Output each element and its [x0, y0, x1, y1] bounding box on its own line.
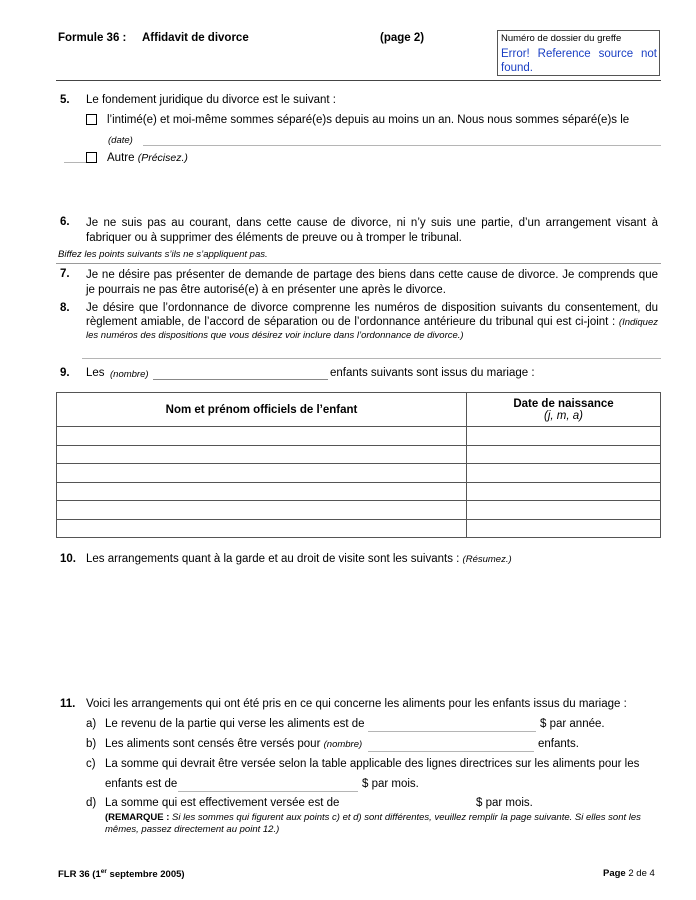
col-birth-date: Date de naissance (j, m, a) [467, 393, 661, 427]
child-birth-date-cell[interactable] [467, 464, 661, 483]
s11c-suffix: $ par mois. [362, 778, 419, 790]
s6-number: 6. [60, 216, 70, 228]
children-table-header [57, 393, 661, 427]
s11d-suffix: $ par mois. [476, 797, 533, 809]
s10-hint: (Résumez.) [462, 554, 512, 565]
s11a-text: Le revenu de la partie qui verse les aliments est de [105, 718, 365, 730]
table-row [57, 427, 661, 446]
court-file-value[interactable]: Error! Reference source not found. [501, 48, 657, 74]
s11a-field[interactable] [368, 731, 536, 732]
s11-text: Voici les arrangements qui ont été pris en ce qui concerne les aliments pour les enfants issus du mariage : [86, 698, 627, 710]
s11c-field[interactable] [178, 791, 358, 792]
footer-form-code: FLR 36 (1er septembre 2005) [58, 868, 185, 881]
child-name-cell[interactable] [57, 464, 467, 483]
s5-option1-text: l’intimé(e) et moi-même sommes séparé(e)s depuis au moins un an. Nous nous sommes séparé(e)s le [107, 114, 630, 126]
child-birth-date-cell[interactable] [467, 519, 661, 538]
s10-block [86, 553, 512, 565]
s10-number: 10. [60, 553, 76, 565]
child-name-cell[interactable] [57, 427, 467, 446]
s9-pre: Les [86, 367, 105, 379]
s8-text: Je désire que l’ordonnance de divorce comprenne les numéros de disposition suivants du consentement, du règlement amiable, de l’accord de séparation ou de l’ordonnance antérieure du tribunal qui est ci-joint : [86, 302, 658, 328]
table-row [57, 464, 661, 483]
s5-number: 5. [60, 94, 70, 106]
remark-label: (REMARQUE : [105, 812, 170, 823]
s5-option2-hint: (Précisez.) [137, 152, 188, 164]
child-name-cell[interactable] [57, 482, 467, 501]
header-divider [56, 80, 661, 81]
s5-text: Le fondement juridique du divorce est le suivant : [86, 94, 336, 106]
s8-hint: (Indiquez les numéros des dispositions que vous désirez voir inclure dans l’ordonnance de divorce.) [86, 316, 658, 341]
s5-option2-text: Autre [107, 152, 135, 164]
page-indicator: (page 2) [380, 32, 425, 44]
s11b-letter: b) [86, 738, 97, 750]
s9-hint: (nombre) [110, 369, 149, 380]
s5-option2-marker [64, 162, 88, 163]
s11-number: 11. [60, 698, 76, 710]
s9-number-field[interactable] [153, 379, 328, 380]
s5-date-field[interactable] [143, 145, 661, 146]
table-row [57, 501, 661, 520]
court-file-label: Numéro de dossier du greffe [501, 33, 622, 44]
s9-post: enfants suivants sont issus du mariage : [330, 367, 535, 379]
strike-note-divider [56, 263, 661, 264]
child-name-cell[interactable] [57, 445, 467, 464]
s11b-field[interactable] [368, 751, 534, 752]
table-row [57, 445, 661, 464]
child-name-cell[interactable] [57, 501, 467, 520]
form-number: Formule 36 : [58, 32, 127, 44]
s11c-letter: c) [86, 758, 96, 770]
s5-option2-checkbox[interactable] [86, 152, 97, 163]
child-name-cell[interactable] [57, 519, 467, 538]
s9-number: 9. [60, 367, 70, 379]
s11a-letter: a) [86, 718, 97, 730]
strike-note: Biffez les points suivants s’ils ne s’appliquent pas. [58, 249, 268, 260]
s8-provisions-field[interactable] [82, 358, 661, 359]
s11b-hint: (nombre) [323, 739, 363, 750]
s6-text: Je ne suis pas au courant, dans cette cause de divorce, ni n’y suis une partie, d’un arrangement visant à fabriquer ou à supprimer des éléments de preuve ou à tromper le tribunal. [86, 217, 658, 244]
child-birth-date-cell[interactable] [467, 482, 661, 501]
s11d-letter: d) [86, 797, 97, 809]
s11b-block [105, 738, 362, 750]
s11b-text: Les aliments sont censés être versés pour [105, 738, 321, 750]
s8-number: 8. [60, 302, 70, 314]
table-row [57, 482, 661, 501]
child-birth-date-cell[interactable] [467, 501, 661, 520]
s5-option1-checkbox[interactable] [86, 114, 97, 125]
child-birth-date-cell[interactable] [467, 445, 661, 464]
s11b-suffix: enfants. [538, 738, 579, 750]
s10-text: Les arrangements quant à la garde et au droit de visite sont les suivants : [86, 553, 460, 565]
s11d-text: La somme qui est effectivement versée est de [105, 797, 340, 809]
s11-remark [105, 812, 660, 836]
table-row [57, 519, 661, 538]
s7-text: Je ne désire pas présenter de demande de partage des biens dans cette cause de divorce. Je comprends que je pourrais ne pas être autorisé(e) à en présenter une après le divorce. [86, 269, 658, 296]
s7-number: 7. [60, 268, 70, 280]
s5-option2 [107, 152, 188, 164]
court-file-box [497, 30, 660, 76]
col-child-name: Nom et prénom officiels de l’enfant [57, 393, 467, 427]
form-title: Affidavit de divorce [142, 32, 249, 44]
s11c-text1: La somme qui devrait être versée selon la table applicable des lignes directrices sur les aliments pour les [105, 758, 640, 770]
s11a-suffix: $ par année. [540, 718, 605, 730]
footer-page-number: Page 2 de 4 [603, 868, 655, 879]
s8-block [86, 302, 658, 343]
s5-date-label: (date) [108, 135, 133, 146]
remark-text: Si les sommes qui figurent aux points c) et d) sont différentes, veuillez remplir la page suivante. Si elles sont les mêmes, passez directement au point 12.) [105, 812, 641, 835]
children-table [56, 392, 661, 538]
child-birth-date-cell[interactable] [467, 427, 661, 446]
s11c-text2: enfants est de [105, 778, 178, 790]
